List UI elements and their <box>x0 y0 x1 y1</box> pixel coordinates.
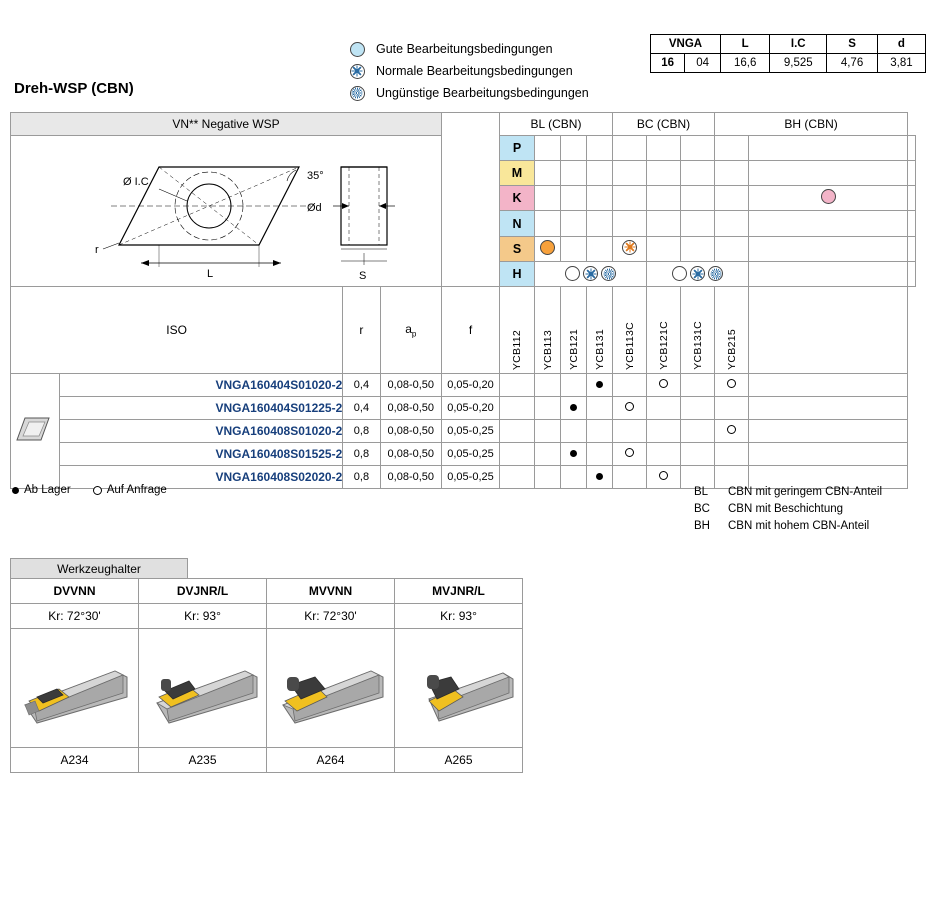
mark-N-YCB113C <box>647 211 681 236</box>
f-header: f <box>442 287 500 374</box>
open-dot-icon <box>625 402 634 411</box>
open-dot-icon <box>659 471 668 480</box>
svg-text:35°: 35° <box>307 170 324 182</box>
mark-H-bc-group <box>647 261 749 286</box>
open-dot-icon <box>93 486 102 495</box>
holder-code-a234: A234 <box>11 748 139 773</box>
holder-mvvnn-svg <box>271 631 391 743</box>
svg-text:S: S <box>359 270 367 282</box>
cell-YCB131 <box>587 374 613 397</box>
mark-M-YCB215 <box>749 161 908 186</box>
holder-code-row <box>11 748 523 773</box>
mark-M-YCB121 <box>587 161 613 186</box>
value-f: 0,05-0,25 <box>442 443 500 466</box>
medium-pattern-circle-icon <box>583 266 598 281</box>
mark-N-YCB131C <box>715 211 749 236</box>
holder-name-row <box>11 579 523 604</box>
cell-YCB112 <box>500 397 535 420</box>
category-label-K: K <box>500 186 535 211</box>
footnote-label: Auf Anfrage <box>106 484 167 496</box>
filled-dot-icon <box>596 381 603 388</box>
cell-YCB112 <box>500 443 535 466</box>
mark-P-YCB112 <box>535 136 561 161</box>
iso-header: ISO <box>11 287 343 374</box>
cell-YCB121C <box>647 443 681 466</box>
dimension-header-row <box>651 35 926 54</box>
value-ap: 0,08-0,50 <box>380 466 441 489</box>
holder-name-dvjnr: DVJNR/L <box>139 579 267 604</box>
mark-P-YCB121 <box>587 136 613 161</box>
iso-code: VNGA160404S01225-2 <box>60 397 343 420</box>
mark-N-YCB121 <box>587 211 613 236</box>
value-r: 0,8 <box>343 466 380 489</box>
footnote-bl <box>694 484 882 501</box>
filled-dot-icon <box>12 487 19 494</box>
grade-header-empty <box>749 287 908 374</box>
footnote-bc <box>694 501 882 518</box>
vn-negative-wsp-header: VN** Negative WSP <box>11 113 442 136</box>
mark-S-YCB215 <box>749 236 908 261</box>
iso-code: VNGA160408S01525-2 <box>60 443 343 466</box>
mark-S-empty <box>908 236 916 261</box>
holder-code-a235: A235 <box>139 748 267 773</box>
iso-code: VNGA160404S01020-2 <box>60 374 343 397</box>
r-header: r <box>343 287 380 374</box>
dim-header-l: L <box>720 35 769 54</box>
mark-K-YCB131C <box>715 186 749 211</box>
dim-value-s: 4,76 <box>827 54 878 73</box>
grade-header-YCB121: YCB121 <box>561 287 587 374</box>
value-r: 0,8 <box>343 443 380 466</box>
cell-YCB112 <box>500 466 535 489</box>
value-r: 0,4 <box>343 374 380 397</box>
dim-header-ic: I.C <box>770 35 827 54</box>
mark-P-YCB131C <box>715 136 749 161</box>
table-row <box>11 397 916 420</box>
dim-header-s: S <box>827 35 878 54</box>
cell-YCB113 <box>535 374 561 397</box>
mark-S-YCB131C <box>715 236 749 261</box>
holder-kr-mvjnr: Kr: 93° <box>395 604 523 629</box>
open-dot-icon <box>659 379 668 388</box>
value-ap: 0,08-0,50 <box>380 443 441 466</box>
footnote-text: CBN mit hohem CBN-Anteil <box>728 520 870 532</box>
legend-label: Gute Bearbeitungsbedingungen <box>376 42 553 56</box>
svg-text:L: L <box>207 268 214 280</box>
cell-YCB113 <box>535 420 561 443</box>
mark-K-YCB121C <box>681 186 715 211</box>
cell-YCB113 <box>535 466 561 489</box>
open-dot-icon <box>727 379 736 388</box>
footnote-key: BL <box>694 486 709 498</box>
dim-value-d: 3,81 <box>877 54 925 73</box>
svg-text:r: r <box>95 244 99 256</box>
mark-K-YCB215 <box>749 186 908 211</box>
toolholder-table <box>10 578 523 773</box>
filled-dot-icon <box>596 473 603 480</box>
category-label-H: H <box>500 261 535 286</box>
mark-S-YCB121C <box>681 236 715 261</box>
value-f: 0,05-0,25 <box>442 466 500 489</box>
unfavourable-conditions-icon <box>340 86 374 101</box>
table-row <box>11 420 916 443</box>
cell-YCB121C <box>647 420 681 443</box>
mark-P-empty <box>908 136 916 161</box>
mark-P-YCB215 <box>749 136 908 161</box>
cell-YCB121 <box>561 466 587 489</box>
cell-empty <box>749 397 908 420</box>
legend-label: Normale Bearbeitungsbedingungen <box>376 64 573 78</box>
mark-K-YCB113C <box>647 186 681 211</box>
mark-N-YCB121C <box>681 211 715 236</box>
cell-empty <box>749 420 908 443</box>
cell-YCB112 <box>500 420 535 443</box>
holder-kr-mvvnn: Kr: 72°30' <box>267 604 395 629</box>
cell-YCB121 <box>561 420 587 443</box>
legend-block <box>340 38 589 104</box>
holder-dvvnn-svg <box>15 631 135 743</box>
holder-kr-dvjnr: Kr: 93° <box>139 604 267 629</box>
category-label-S: S <box>500 236 535 261</box>
cell-YCB113C <box>613 397 647 420</box>
mark-M-YCB113 <box>561 161 587 186</box>
cell-YCB215 <box>715 420 749 443</box>
cell-YCB113C <box>613 374 647 397</box>
mark-P-YCB113C <box>647 136 681 161</box>
dimension-table <box>650 34 926 73</box>
cell-YCB113C <box>613 420 647 443</box>
toolholder-tab: Werkzeughalter <box>10 558 188 579</box>
cell-YCB121C <box>647 466 681 489</box>
footnote-label: Ab Lager <box>24 484 71 496</box>
mark-M-YCB112 <box>535 161 561 186</box>
holder-name-dvvnn: DVVNN <box>11 579 139 604</box>
spacer-cell <box>442 113 500 287</box>
legend-row <box>340 82 589 104</box>
cell-YCB121 <box>561 397 587 420</box>
cell-YCB131 <box>587 420 613 443</box>
svg-text:Ød: Ød <box>307 202 322 214</box>
cell-YCB131 <box>587 443 613 466</box>
category-label-M: M <box>500 161 535 186</box>
dimension-value-row <box>651 54 926 73</box>
holder-mvjnr-svg <box>399 631 519 743</box>
cell-YCB121 <box>561 443 587 466</box>
group-header-bl: BL (CBN) <box>500 113 613 136</box>
mark-N-YCB215 <box>749 211 908 236</box>
dim-value-size: 16 <box>651 54 685 73</box>
dim-value-code: 04 <box>685 54 721 73</box>
mark-M-YCB113C <box>647 161 681 186</box>
grade-header-YCB112: YCB112 <box>500 287 535 374</box>
cell-YCB113C <box>613 466 647 489</box>
grade-header-YCB121C: YCB121C <box>647 287 681 374</box>
hard-pattern-circle-icon <box>708 266 723 281</box>
footnote-stock <box>12 484 71 496</box>
dim-value-ic: 9,525 <box>770 54 827 73</box>
value-r: 0,8 <box>343 420 380 443</box>
mark-M-empty <box>908 161 916 186</box>
cell-YCB113 <box>535 397 561 420</box>
holder-code-a264: A264 <box>267 748 395 773</box>
mark-N-empty <box>908 211 916 236</box>
svg-text:Ø I.C: Ø I.C <box>123 176 149 188</box>
ap-header: $a_p$ <box>380 287 441 374</box>
holder-code-a265: A265 <box>395 748 523 773</box>
orange-pattern-circle-icon <box>622 240 637 255</box>
cell-YCB131C <box>681 420 715 443</box>
footnote-key: BH <box>694 520 710 532</box>
dim-header-d: d <box>877 35 925 54</box>
insert-thumbnail <box>11 374 60 489</box>
cell-YCB131C <box>681 374 715 397</box>
orange-circle-icon <box>540 240 555 255</box>
mark-P-YCB121C <box>681 136 715 161</box>
cell-YCB121C <box>647 397 681 420</box>
mark-S-YCB113C <box>647 236 681 261</box>
mark-M-YCB121C <box>681 161 715 186</box>
legend-label: Ungünstige Bearbeitungsbedingungen <box>376 86 589 100</box>
mark-H-empty <box>908 261 916 286</box>
grade-header-row <box>11 287 916 374</box>
mark-K-YCB113 <box>561 186 587 211</box>
insert-drawing <box>11 136 442 287</box>
cell-YCB121 <box>561 374 587 397</box>
category-label-P: P <box>500 136 535 161</box>
mark-S-YCB112 <box>535 236 561 261</box>
cell-YCB131C <box>681 397 715 420</box>
holder-image-dvjnr <box>139 629 267 748</box>
mark-N-YCB131 <box>613 211 647 236</box>
white-circle-icon <box>672 266 687 281</box>
holder-kr-row <box>11 604 523 629</box>
mark-H-YCB215 <box>749 261 908 286</box>
cell-empty <box>749 443 908 466</box>
mark-M-YCB131 <box>613 161 647 186</box>
white-circle-icon <box>565 266 580 281</box>
legend-row <box>340 60 589 82</box>
cell-YCB215 <box>715 443 749 466</box>
insert-geometry-svg <box>11 137 441 285</box>
normal-conditions-icon <box>340 64 374 79</box>
cell-YCB113 <box>535 443 561 466</box>
holder-dvjnr-svg <box>143 631 263 743</box>
table-row <box>11 443 916 466</box>
good-conditions-icon <box>340 42 374 57</box>
legend-row <box>340 38 589 60</box>
dim-value-l: 16,6 <box>720 54 769 73</box>
cell-YCB131 <box>587 466 613 489</box>
group-header-bc: BC (CBN) <box>613 113 715 136</box>
footnote-bh <box>694 518 882 535</box>
main-table <box>10 112 916 489</box>
footnote-text: CBN mit geringem CBN-Anteil <box>728 486 883 498</box>
mark-N-YCB112 <box>535 211 561 236</box>
category-label-N: N <box>500 211 535 236</box>
holder-image-mvjnr <box>395 629 523 748</box>
grade-header-YCB131C: YCB131C <box>681 287 715 374</box>
holder-image-row <box>11 629 523 748</box>
open-dot-icon <box>727 425 736 434</box>
mark-P-YCB131 <box>613 136 647 161</box>
footnotes-right <box>694 484 882 535</box>
table-row <box>11 374 916 397</box>
insert-thumbnail-svg <box>11 410 55 450</box>
group-header-row <box>11 113 916 136</box>
hard-pattern-circle-icon <box>601 266 616 281</box>
iso-code: VNGA160408S02020-2 <box>60 466 343 489</box>
value-ap: 0,08-0,50 <box>380 374 441 397</box>
grade-header-YCB131: YCB131 <box>587 287 613 374</box>
pink-circle-icon <box>821 189 836 204</box>
mark-K-YCB131 <box>613 186 647 211</box>
dim-header-vnga: VNGA <box>651 35 721 54</box>
mark-P-YCB113 <box>561 136 587 161</box>
cell-YCB121C <box>647 374 681 397</box>
footnotes-left <box>12 484 167 496</box>
value-f: 0,05-0,25 <box>442 420 500 443</box>
value-f: 0,05-0,20 <box>442 397 500 420</box>
grade-header-YCB113C: YCB113C <box>613 287 647 374</box>
iso-code: VNGA160408S01020-2 <box>60 420 343 443</box>
holder-image-dvvnn <box>11 629 139 748</box>
page-title: Dreh-WSP (CBN) <box>14 80 134 97</box>
mark-M-YCB131C <box>715 161 749 186</box>
cell-empty <box>749 374 908 397</box>
cell-YCB131 <box>587 397 613 420</box>
footnote-key: BC <box>694 503 710 515</box>
mark-S-YCB113 <box>561 236 587 261</box>
holder-kr-dvvnn: Kr: 72°30' <box>11 604 139 629</box>
cell-YCB131C <box>681 443 715 466</box>
value-f: 0,05-0,20 <box>442 374 500 397</box>
mark-K-YCB121 <box>587 186 613 211</box>
holder-name-mvjnr: MVJNR/L <box>395 579 523 604</box>
grade-header-YCB215: YCB215 <box>715 287 749 374</box>
holder-name-mvvnn: MVVNN <box>267 579 395 604</box>
open-dot-icon <box>625 448 634 457</box>
mark-K-YCB112 <box>535 186 561 211</box>
cell-YCB113C <box>613 443 647 466</box>
cell-YCB215 <box>715 397 749 420</box>
grade-header-YCB113: YCB113 <box>535 287 561 374</box>
mark-S-YCB121 <box>587 236 613 261</box>
filled-dot-icon <box>570 450 577 457</box>
value-r: 0,4 <box>343 397 380 420</box>
cell-YCB112 <box>500 374 535 397</box>
cell-YCB215 <box>715 374 749 397</box>
mark-S-YCB131 <box>613 236 647 261</box>
filled-dot-icon <box>570 404 577 411</box>
value-ap: 0,08-0,50 <box>380 397 441 420</box>
mark-N-YCB113 <box>561 211 587 236</box>
value-ap: 0,08-0,50 <box>380 420 441 443</box>
holder-image-mvvnn <box>267 629 395 748</box>
footnote-text: CBN mit Beschichtung <box>728 503 844 515</box>
group-header-bh: BH (CBN) <box>715 113 908 136</box>
mark-K-empty <box>908 186 916 211</box>
medium-pattern-circle-icon <box>690 266 705 281</box>
mark-H-bl-group <box>535 261 647 286</box>
footnote-request <box>93 484 167 496</box>
